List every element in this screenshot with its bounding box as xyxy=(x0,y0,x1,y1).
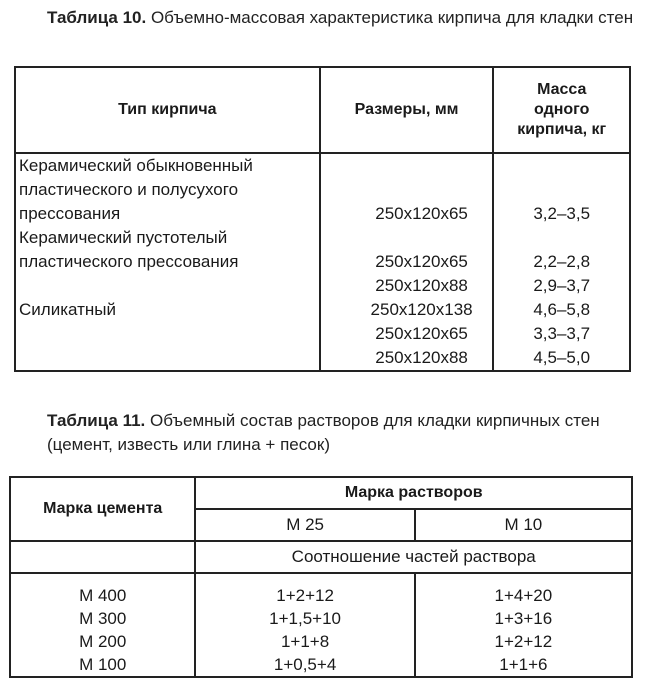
cement-grade-cell: М 300 xyxy=(10,607,195,630)
header-empty-cell xyxy=(10,541,195,573)
m25-ratio-cell: 1+1,5+10 xyxy=(195,607,414,630)
brick-characteristics-table xyxy=(14,66,631,372)
header-dimensions: Размеры, мм xyxy=(320,67,494,153)
brick-type-cell xyxy=(15,322,320,346)
table-row xyxy=(15,178,630,202)
table10-caption xyxy=(47,6,637,30)
dimensions-cell: 250x120x65 xyxy=(320,322,494,346)
table10-header-row xyxy=(15,67,630,153)
cement-grade-cell: М 400 xyxy=(10,573,195,607)
brick-type-cell: Силикатный xyxy=(15,298,320,322)
brick-type-cell xyxy=(15,274,320,298)
mass-cell: 4,5–5,0 xyxy=(493,346,630,371)
dimensions-cell xyxy=(320,178,494,202)
brick-type-cell: Керамический пустотелый xyxy=(15,226,320,250)
table-row xyxy=(15,322,630,346)
mass-cell xyxy=(493,178,630,202)
table-row xyxy=(10,653,632,677)
mass-cell: 3,2–3,5 xyxy=(493,202,630,226)
brick-type-cell: прессования xyxy=(15,202,320,226)
dimensions-cell: 250x120x65 xyxy=(320,250,494,274)
dimensions-cell: 250x120x138 xyxy=(320,298,494,322)
table10-caption-label: Таблица 10. xyxy=(47,8,147,27)
mass-cell: 3,3–3,7 xyxy=(493,322,630,346)
mass-cell xyxy=(493,226,630,250)
dimensions-cell: 250x120x88 xyxy=(320,346,494,371)
cement-grade-cell: М 200 xyxy=(10,630,195,653)
m25-ratio-cell: 1+1+8 xyxy=(195,630,414,653)
table11-header-row-3 xyxy=(10,541,632,573)
table10-caption-text: Объемно-массовая характеристика кирпича для кладки стен xyxy=(146,8,634,27)
table-row xyxy=(15,153,630,178)
table11-caption-label: Таблица 11. xyxy=(47,411,146,430)
table-row xyxy=(15,202,630,226)
dimensions-cell: 250x120x88 xyxy=(320,274,494,298)
header-mass-line1: Масса xyxy=(537,81,587,98)
table-row xyxy=(15,226,630,250)
header-mortar-grade: Марка растворов xyxy=(195,477,632,509)
m10-ratio-cell: 1+4+20 xyxy=(415,573,632,607)
table-row xyxy=(15,274,630,298)
cement-grade-cell: М 100 xyxy=(10,653,195,677)
table-row xyxy=(10,573,632,607)
header-mass-line2: одного xyxy=(534,101,590,118)
mass-cell: 4,6–5,8 xyxy=(493,298,630,322)
table-row xyxy=(15,250,630,274)
table-row xyxy=(10,607,632,630)
header-m25: М 25 xyxy=(195,509,414,541)
table-row xyxy=(15,298,630,322)
dimensions-cell: 250x120x65 xyxy=(320,202,494,226)
header-brick-type: Тип кирпича xyxy=(15,67,320,153)
brick-type-cell: Керамический обыкновенный xyxy=(15,153,320,178)
table-row xyxy=(10,630,632,653)
m10-ratio-cell: 1+1+6 xyxy=(415,653,632,677)
header-mass xyxy=(493,67,630,153)
brick-type-cell: пластического и полусухого xyxy=(15,178,320,202)
table-row xyxy=(15,346,630,371)
brick-type-cell xyxy=(15,346,320,371)
header-cement-grade: Марка цемента xyxy=(10,477,195,541)
m10-ratio-cell: 1+2+12 xyxy=(415,630,632,653)
mass-cell xyxy=(493,153,630,178)
table11-header-row-1 xyxy=(10,477,632,509)
table11-caption xyxy=(47,409,637,457)
m25-ratio-cell: 1+0,5+4 xyxy=(195,653,414,677)
header-ratio: Соотношение частей раствора xyxy=(195,541,632,573)
header-m10: М 10 xyxy=(415,509,632,541)
m10-ratio-cell: 1+3+16 xyxy=(415,607,632,630)
dimensions-cell xyxy=(320,153,494,178)
table11-caption-text: Объемный состав растворов для кладки кирпичных стен (цемент, известь или глина + песок) xyxy=(47,411,600,454)
brick-type-cell: пластического прессования xyxy=(15,250,320,274)
mass-cell: 2,2–2,8 xyxy=(493,250,630,274)
m25-ratio-cell: 1+2+12 xyxy=(195,573,414,607)
header-mass-line3: кирпича, кг xyxy=(517,121,607,138)
mortar-composition-table xyxy=(9,476,633,678)
dimensions-cell xyxy=(320,226,494,250)
mass-cell: 2,9–3,7 xyxy=(493,274,630,298)
